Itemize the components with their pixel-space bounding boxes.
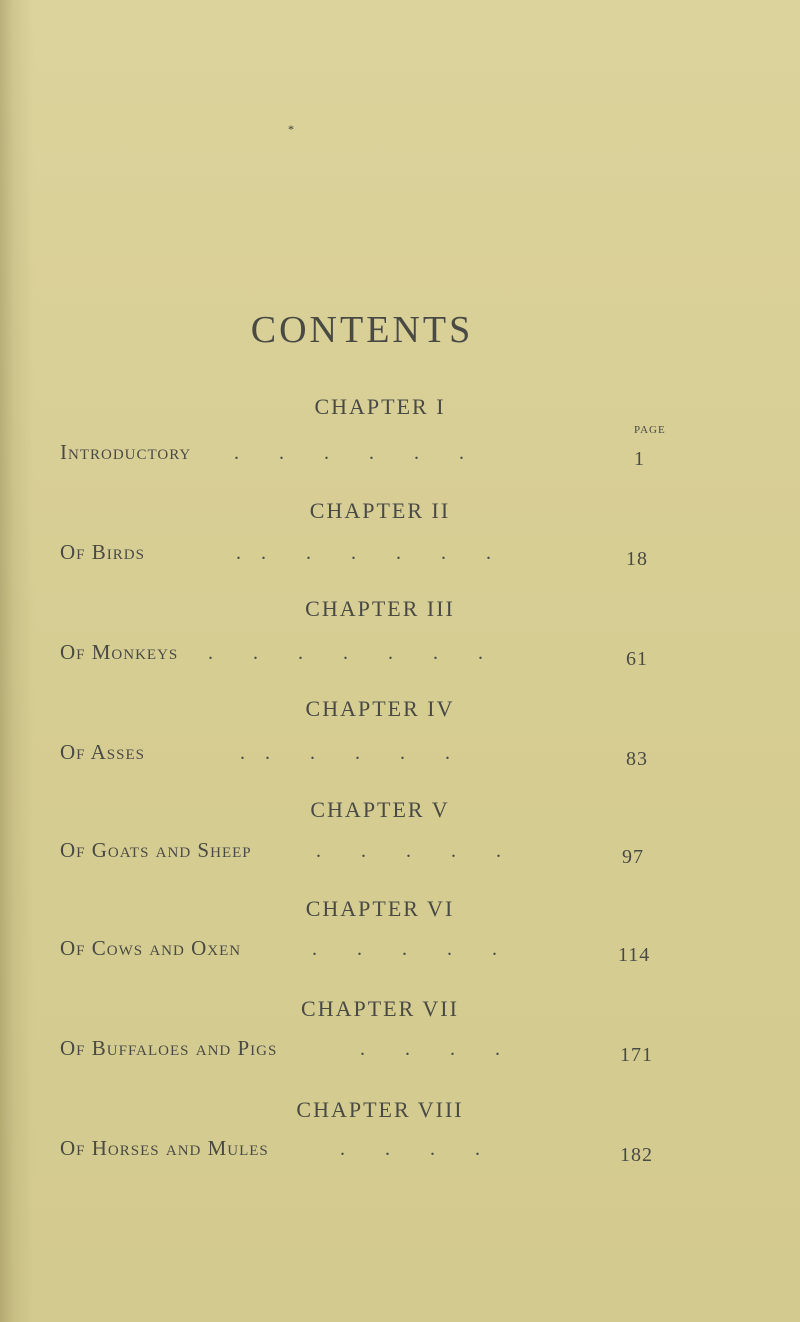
page-column-label: PAGE (634, 424, 666, 436)
entry-page-number: 182 (620, 1144, 653, 1166)
leader-dots: . . . . . . (240, 742, 450, 764)
contents-title: CONTENTS (250, 309, 474, 351)
chapter-heading: CHAPTER III (305, 596, 455, 621)
entry-title: Of Asses (60, 740, 145, 764)
entry-page-number: 171 (620, 1044, 653, 1066)
entry-title: Of Buffaloes and Pigs (60, 1036, 278, 1060)
entry-title: Of Goats and Sheep (60, 838, 252, 862)
chapter-heading: CHAPTER IV (305, 696, 455, 721)
toc-entry[interactable] (60, 640, 680, 672)
entry-page-number: 1 (634, 448, 645, 470)
entry-page-number: 61 (626, 648, 648, 670)
leader-dots: . . . . . . . (236, 542, 491, 564)
chapter-heading: CHAPTER VI (305, 896, 455, 921)
toc-entry[interactable] (60, 1136, 680, 1168)
ink-mark: * (288, 122, 294, 136)
chapter-heading: CHAPTER V (310, 797, 450, 822)
chapter-heading: CHAPTER I (314, 394, 446, 419)
leader-dots: . . . . (360, 1038, 500, 1060)
entry-title: Of Birds (60, 540, 145, 564)
leader-dots: . . . . . . . (208, 642, 483, 664)
toc-entry[interactable] (60, 440, 680, 472)
leader-dots: . . . . . (312, 938, 497, 960)
entry-title: Of Horses and Mules (60, 1136, 269, 1160)
toc-entry[interactable] (60, 936, 680, 968)
chapter-heading: CHAPTER II (309, 498, 451, 523)
entry-page-number: 97 (622, 846, 644, 868)
leader-dots: . . . . (340, 1138, 480, 1160)
leader-dots: . . . . . . (234, 442, 464, 464)
toc-entry[interactable] (60, 838, 680, 870)
entry-page-number: 18 (626, 548, 648, 570)
entry-title: Of Cows and Oxen (60, 936, 242, 960)
entry-title: Introductory (60, 440, 192, 464)
toc-entry[interactable] (60, 1036, 680, 1068)
entry-page-number: 114 (618, 944, 651, 966)
toc-entry[interactable] (60, 740, 680, 772)
toc-entry[interactable] (60, 540, 680, 572)
leader-dots: . . . . . (316, 840, 501, 862)
chapter-heading: CHAPTER VII (301, 996, 459, 1021)
chapter-heading: CHAPTER VIII (296, 1097, 464, 1122)
entry-title: Of Monkeys (60, 640, 179, 664)
entry-page-number: 83 (626, 748, 648, 770)
